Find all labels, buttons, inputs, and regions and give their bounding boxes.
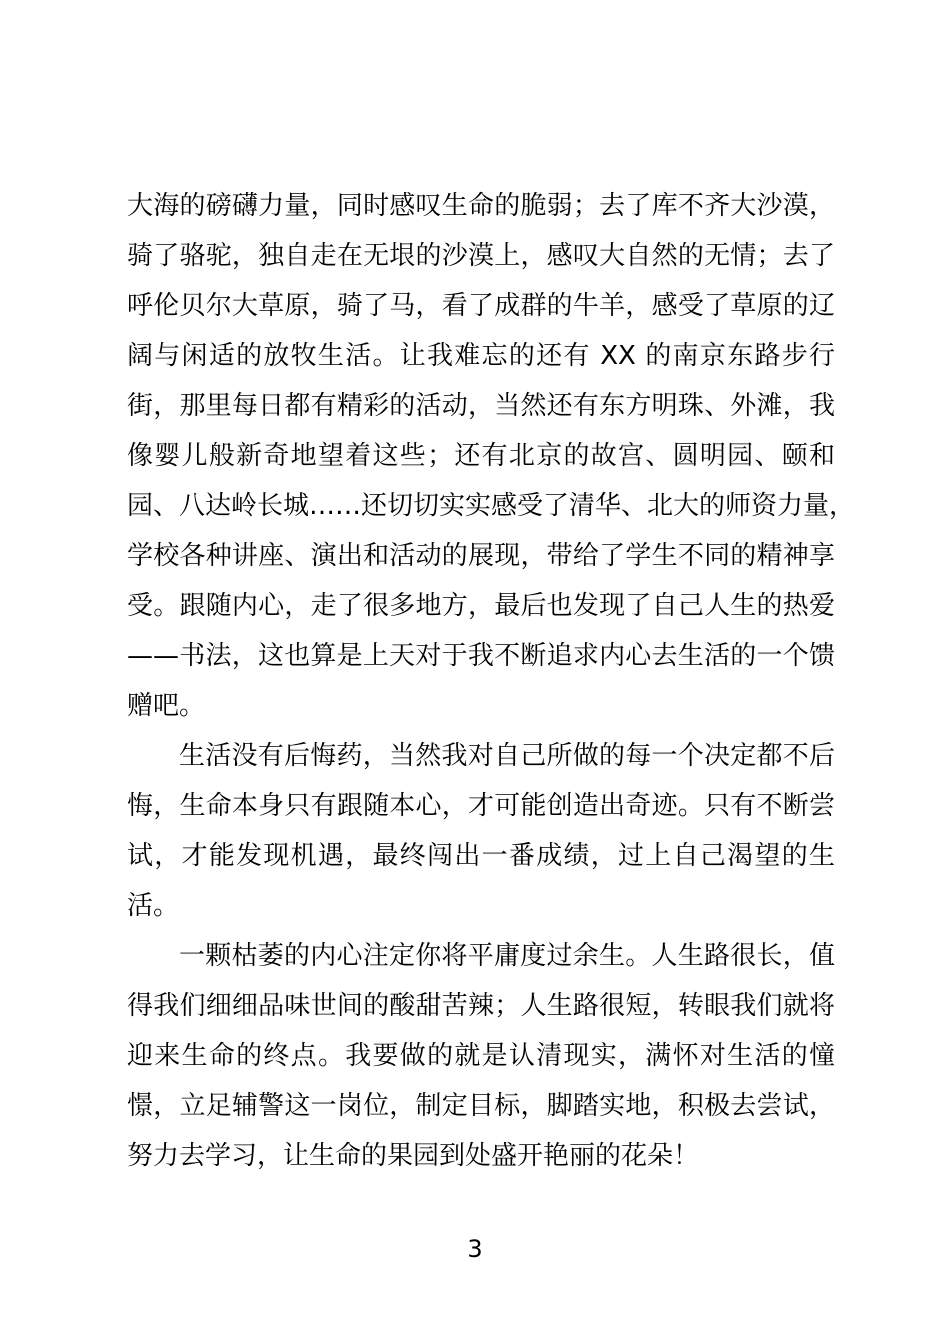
text-line: 园、八达岭长城……还切切实实感受了清华、北大的师资力量，: [127, 491, 856, 521]
text-line: 生活没有后悔药，当然我对自己所做的每一个决定都不后: [179, 741, 835, 771]
paragraph-2: [127, 731, 835, 931]
text-line: ——书法，这也算是上天对于我不断追求内心去生活的一个馈: [127, 641, 835, 671]
page-number: 3: [467, 1235, 483, 1263]
text-line: 阔与闲适的放牧生活。让我难忘的还有 XX 的南京东路步行: [127, 341, 835, 371]
text-line: 学校各种讲座、演出和活动的展现，带给了学生不同的精神享: [127, 541, 835, 571]
paragraph-3: [127, 931, 835, 1181]
text-line: 大海的磅礴力量，同时感叹生命的脆弱；去了库不齐大沙漠，: [127, 191, 835, 221]
text-line: 活。: [127, 891, 180, 921]
text-line: 迎来生命的终点。我要做的就是认清现实，满怀对生活的憧: [127, 1041, 835, 1071]
text-line: 试，才能发现机遇，最终闯出一番成绩，过上自己渴望的生: [127, 841, 835, 871]
paragraph-1: [127, 181, 856, 731]
text-line: 一颗枯萎的内心注定你将平庸度过余生。人生路很长，值: [179, 941, 835, 971]
text-line: 得我们细细品味世间的酸甜苦辣；人生路很短，转眼我们就将: [127, 991, 835, 1021]
text-line: 骑了骆驼，独自走在无垠的沙漠上，感叹大自然的无情；去了: [127, 241, 835, 271]
text-line: 街，那里每日都有精彩的活动，当然还有东方明珠、外滩，我: [127, 391, 835, 421]
text-line: 憬，立足辅警这一岗位，制定目标，脚踏实地，积极去尝试，: [127, 1091, 835, 1121]
text-line: 赠吧。: [127, 691, 206, 721]
text-line: 努力去学习，让生命的果园到处盛开艳丽的花朵！: [127, 1141, 700, 1171]
text-line: 呼伦贝尔大草原，骑了马，看了成群的牛羊，感受了草原的辽: [127, 291, 835, 321]
body-text: [127, 181, 856, 1181]
text-line: 像婴儿般新奇地望着这些；还有北京的故宫、圆明园、颐和: [127, 441, 835, 471]
text-line: 悔，生命本身只有跟随本心，才可能创造出奇迹。只有不断尝: [127, 791, 835, 821]
text-line: 受。跟随内心，走了很多地方，最后也发现了自己人生的热爱: [127, 591, 835, 621]
